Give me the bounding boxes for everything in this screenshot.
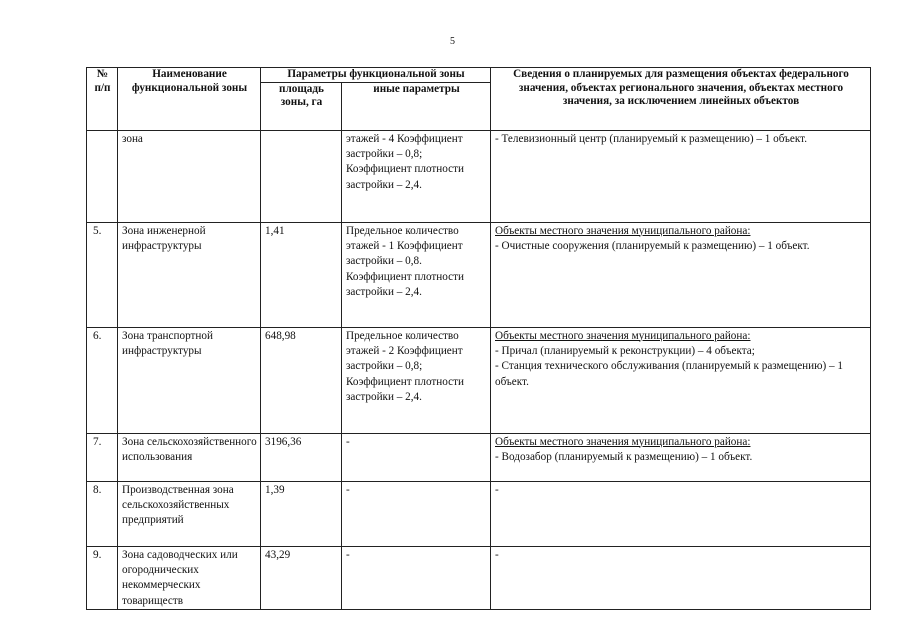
zone-objects	[491, 481, 871, 546]
row-number: 9.	[87, 546, 118, 610]
table-row	[87, 327, 871, 433]
header-num: № п/п	[87, 68, 118, 131]
row-number: 6.	[87, 327, 118, 433]
header-objects: Сведения о планируемых для размещения объектах федерального значения, объектах регионального значения, объектах местного значения, за исключением линейных объектов	[491, 68, 871, 131]
zone-objects	[491, 546, 871, 610]
zone-objects	[491, 130, 871, 222]
row-number: 8.	[87, 481, 118, 546]
objects-category-header: Объекты местного значения муниципального района:	[495, 329, 751, 342]
header-zone-name: Наименование функциональной зоны	[118, 68, 261, 131]
zone-area: 3196,36	[261, 433, 342, 481]
object-item: - Причал (планируемый к реконструкции) – 4 объекта;	[495, 344, 755, 357]
zone-name: Зона садоводческих или огороднических некоммерческих товариществ	[118, 546, 261, 610]
zone-name: Производственная зона сельскохозяйственных предприятий	[118, 481, 261, 546]
zone-area	[261, 130, 342, 222]
zone-area: 1,41	[261, 222, 342, 327]
zone-params: -	[342, 481, 491, 546]
zone-area: 1,39	[261, 481, 342, 546]
zone-area: 43,29	[261, 546, 342, 610]
object-item: - Станция технического обслуживания (планируемый к размещению) – 1 объект.	[495, 360, 844, 388]
zone-name: зона	[118, 130, 261, 222]
object-item: -	[495, 483, 499, 496]
zone-params: этажей - 4 Коэффициент застройки – 0,8; Коэффициент плотности застройки – 2,4.	[342, 130, 491, 222]
object-item: - Очистные сооружения (планируемый к размещению) – 1 объект.	[495, 239, 810, 252]
zone-params: -	[342, 433, 491, 481]
table-row	[87, 481, 871, 546]
objects-category-header: Объекты местного значения муниципального района:	[495, 224, 751, 237]
zone-params: Предельное количество этажей - 1 Коэффициент застройки – 0,8. Коэффициент плотности застройки – 2,4.	[342, 222, 491, 327]
object-item: -	[495, 548, 499, 561]
zone-params: -	[342, 546, 491, 610]
row-number: 5.	[87, 222, 118, 327]
header-other-params: иные параметры	[342, 82, 491, 130]
zone-objects	[491, 433, 871, 481]
header-area: площадь зоны, га	[261, 82, 342, 130]
table-row	[87, 433, 871, 481]
zone-name: Зона транспортной инфраструктуры	[118, 327, 261, 433]
functional-zones-table	[86, 67, 871, 610]
zone-objects	[491, 327, 871, 433]
zone-params: Предельное количество этажей - 2 Коэффициент застройки – 0,8; Коэффициент плотности застройки – 2,4.	[342, 327, 491, 433]
object-item: - Водозабор (планируемый к размещению) – 1 объект.	[495, 450, 753, 463]
page-number: 5	[450, 36, 455, 47]
zone-name: Зона инженерной инфраструктуры	[118, 222, 261, 327]
table-row	[87, 546, 871, 610]
objects-category-header: Объекты местного значения муниципального района:	[495, 435, 751, 448]
header-params-group: Параметры функциональной зоны	[261, 68, 491, 83]
zone-area: 648,98	[261, 327, 342, 433]
row-number	[87, 130, 118, 222]
zone-name: Зона сельскохозяйственного использования	[118, 433, 261, 481]
table-row	[87, 130, 871, 222]
object-item: - Телевизионный центр (планируемый к размещению) – 1 объект.	[495, 132, 808, 145]
table-row	[87, 222, 871, 327]
row-number: 7.	[87, 433, 118, 481]
zone-objects	[491, 222, 871, 327]
